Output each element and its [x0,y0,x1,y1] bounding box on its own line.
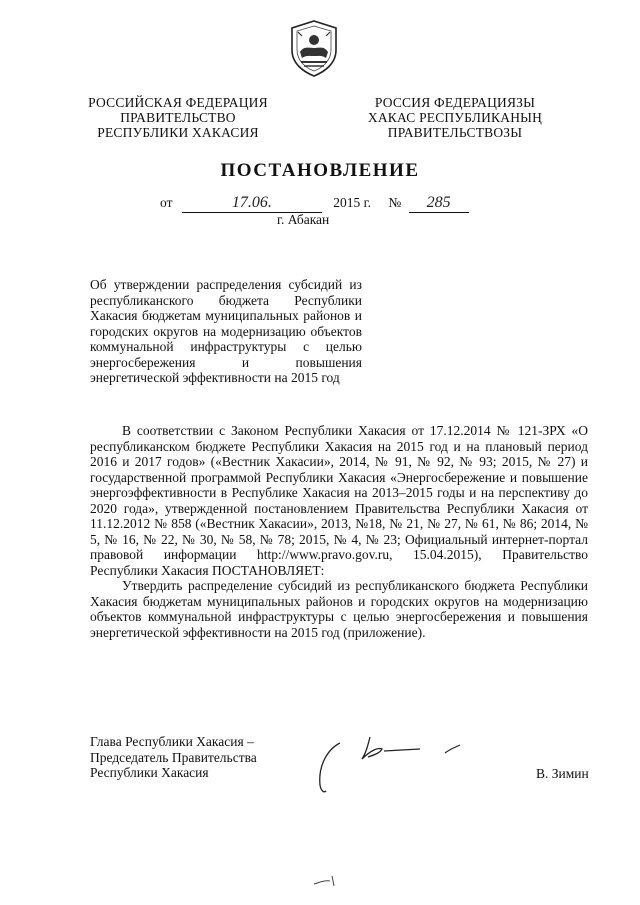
header-left [86,95,270,140]
dateline [160,194,469,213]
document-number: 285 [409,194,469,213]
city: г. Абакан [277,212,330,227]
document-body [90,423,588,640]
coat-of-arms-icon [286,18,342,78]
header-right [365,95,545,140]
pen-mark [312,872,342,888]
signatory-position-line-2: Председатель Правительства [90,749,257,765]
header-right-line-1: РОССИЯ ФЕДЕРАЦИЯЗЫ [374,95,536,110]
signatory-position [90,734,257,781]
signatory-position-line-1: Глава Республики Хакасия – [90,734,254,749]
date-value: 17.06. [182,194,322,213]
document-subject: Об утверждении распределения субсидий из республиканского бюджета Республики Хакасия бюджетам муниципальных районов и городских округов на модернизацию объектов коммунальной инфраструктуры с целью энергосбережения и повышения энергетической эффективности на 2015 год [90,277,362,385]
date-year: 2015 г. [333,195,371,210]
header-left-line-3: РЕСПУБЛИКИ ХАКАСИЯ [97,125,259,140]
header-right-line-2: ХАКАС РЕСПУБЛИКАНЫҢ [367,110,543,125]
number-label: № [388,195,402,210]
header-left-line-1: РОССИЙСКАЯ ФЕДЕРАЦИЯ [88,95,268,110]
header-left-line-2: ПРАВИТЕЛЬСТВО [120,110,236,125]
body-paragraph-2: Утвердить распределение субсидий из республиканского бюджета Республики Хакасия бюджетам муниципальных районов и городских округов на модернизацию объектов коммунальной инфраструктуры с целью энергосбережения и повышения энергетической эффективности на 2015 год (приложение). [90,578,588,640]
date-from-label: от [160,195,173,210]
signatory-position-line-3: Республики Хакасия [90,765,209,780]
handwritten-signature [310,735,480,795]
header-right-line-3: ПРАВИТЕЛЬСТВОЗЫ [387,125,523,140]
document-title: ПОСТАНОВЛЕНИЕ [220,160,420,181]
body-paragraph-1: В соответствии с Законом Республики Хакасия от 17.12.2014 № 121-ЗРХ «О республиканском бюджете Республики Хакасия на 2015 год и на плановый период 2016 и 2017 годов» («Вестник Хакасии», 2014, № 91, № 92, № 93; 2015, № 27) и государственной программой Республики Хакасия «Энергосбережение и повышение энергоэффективности в Республике Хакасия на 2013–2015 годы и на перспективу до 2020 года», утвержденной постановлением Правительства Республики Хакасия от 11.12.2012 № 858 («Вестник Хакасии», 2013, №18, № 21, № 27, № 61, № 86; 2014, № 5, № 16, № 22, № 30, № 58, № 78; 2015, № 4, № 23; Официальный интернет-портал правовой информации http://www.pravo.gov.ru, 15.04.2015), Правительство Республики Хакасия ПОСТАНОВЛЯЕТ: [90,423,588,578]
signatory-name: В. Зимин [536,766,589,781]
